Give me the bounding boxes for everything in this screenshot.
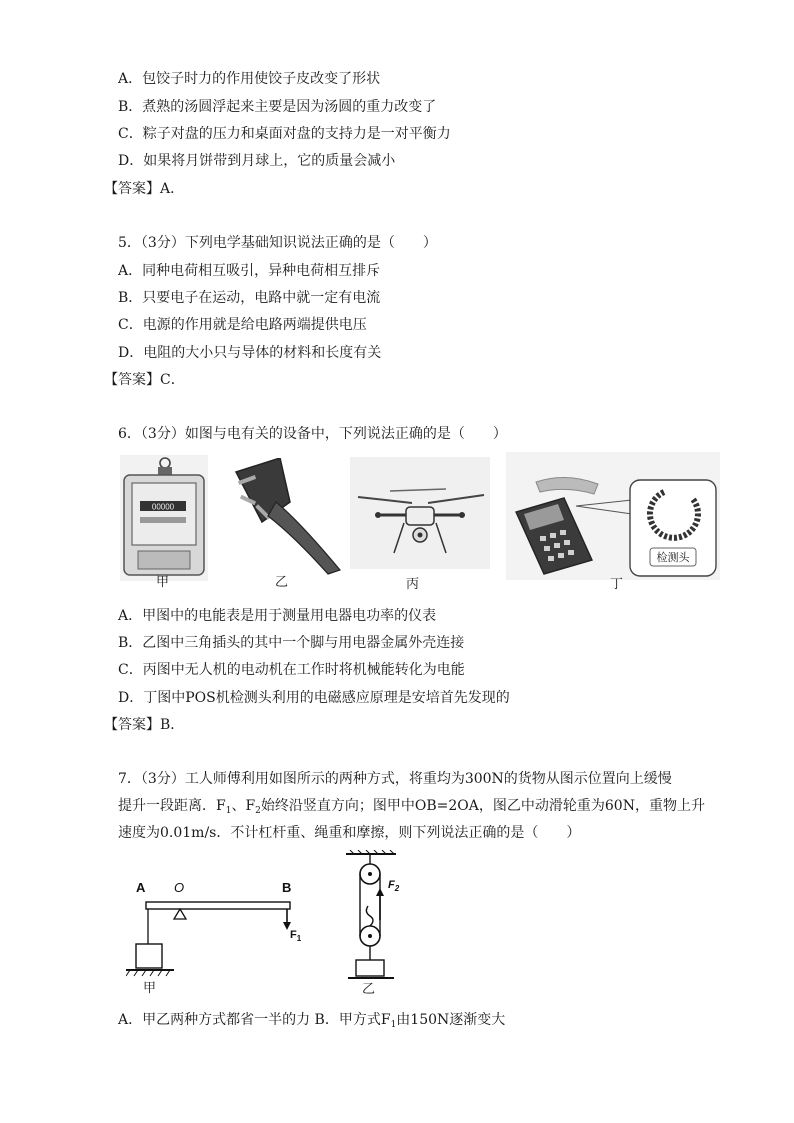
lever-bar [146, 902, 290, 909]
q4-option-d: D．如果将月饼带到月球上，它的质量会减小 [118, 153, 396, 169]
q6-option-b: B．乙图中三角插头的其中一个脚与用电器金属外壳连接 [118, 635, 465, 651]
lever-weight [136, 944, 162, 968]
q6-drone-figure [350, 457, 490, 569]
force-f1-label: $F_1$ [290, 929, 302, 943]
q6-option-a: A．甲图中的电能表是用于测量用电器电功率的仪表 [118, 608, 437, 624]
drone-body [406, 507, 434, 525]
detector-label: 检测头 [656, 552, 690, 564]
q4-option-b: B．煮熟的汤圆浮起来主要是因为汤圆的重力改变了 [118, 99, 437, 115]
q7-options-line [118, 1011, 505, 1034]
q7-stem-line2-part-a: 提升一段距离．F [118, 798, 226, 814]
q7-lever-figure [126, 862, 306, 998]
q7-stem-line1: 7．（3分）工人师傅利用如图所示的两种方式，将重均为300N的货物从图示位置向上缓慢 [118, 771, 672, 787]
q6-caption-yi: 乙 [275, 575, 289, 590]
force-f2-label: $F_2$ [388, 879, 400, 893]
q5-option-c: C．电源的作用就是给电路两端提供电压 [118, 317, 367, 333]
q6-plug-figure [228, 458, 348, 576]
q5-option-d: D．电阻的大小只与导体的材料和长度有关 [118, 345, 382, 361]
q7-option-part-b: 由150N逐渐变大 [396, 1012, 506, 1028]
q7-option-sub: 1 [390, 1020, 397, 1030]
q5-option-a: A．同种电荷相互吸引，异种电荷相互排斥 [118, 263, 381, 279]
q4-answer: 【答案】A． [104, 181, 185, 197]
q7-stem-line2-part-c: 始终沿竖直方向；图甲中OB=2OA，图乙中动滑轮重为60N，重物上升 [260, 798, 705, 814]
q7-stem-line2 [118, 797, 705, 820]
q6-caption-jia: 甲 [156, 575, 170, 590]
q6-meter-figure [120, 455, 208, 581]
q7-stem-line2-part-b: 、F [231, 798, 256, 814]
q5-stem: 5．（3分）下列电学基础知识说法正确的是（ ） [118, 235, 437, 251]
q5-answer: 【答案】C． [104, 372, 185, 388]
lever-label-b: B [282, 880, 292, 895]
q6-stem: 6．（3分）如图与电有关的设备中，下列说法正确的是（ ） [118, 426, 507, 442]
lever-fulcrum [174, 909, 186, 919]
q7-caption-jia: 甲 [143, 981, 157, 996]
q7-stem-sub-2: 2 [255, 806, 261, 816]
q6-option-d: D．丁图中POS机检测头利用的电磁感应原理是安培首先发现的 [118, 690, 510, 706]
q6-caption-bing: 丙 [406, 577, 420, 592]
q4-option-c: C．粽子对盘的压力和桌面对盘的支持力是一对平衡力 [118, 126, 451, 142]
meter-hook [158, 467, 172, 475]
plug-cord [268, 502, 340, 574]
q6-pos-figure [506, 452, 720, 580]
q6-option-c: C．丙图中无人机的电动机在工作时将机械能转化为电能 [118, 662, 465, 678]
q7-stem-sub-1: 1 [225, 806, 232, 816]
lever-label-a: A [136, 880, 146, 895]
q7-caption-yi: 乙 [362, 982, 376, 997]
q7-stem-line3: 速度为0.01m/s．不计杠杆重、绳重和摩擦，则下列说法正确的是（ ） [118, 825, 581, 841]
q7-option-part-a: A．甲乙两种方式都省一半的力 B．甲方式F [118, 1012, 391, 1028]
pulley-weight [356, 960, 384, 976]
meter-digits: 00000 [151, 502, 175, 512]
q7-pulley-figure [340, 850, 420, 990]
q6-caption-ding: 丁 [610, 577, 624, 592]
q5-option-b: B．只要电子在运动，电路中就一定有电流 [118, 290, 381, 306]
q6-answer: 【答案】B． [104, 717, 185, 733]
q4-option-a: A．包饺子时力的作用使饺子皮改变了形状 [118, 71, 381, 87]
lever-label-o: O [174, 880, 185, 895]
meter-window [132, 483, 196, 545]
